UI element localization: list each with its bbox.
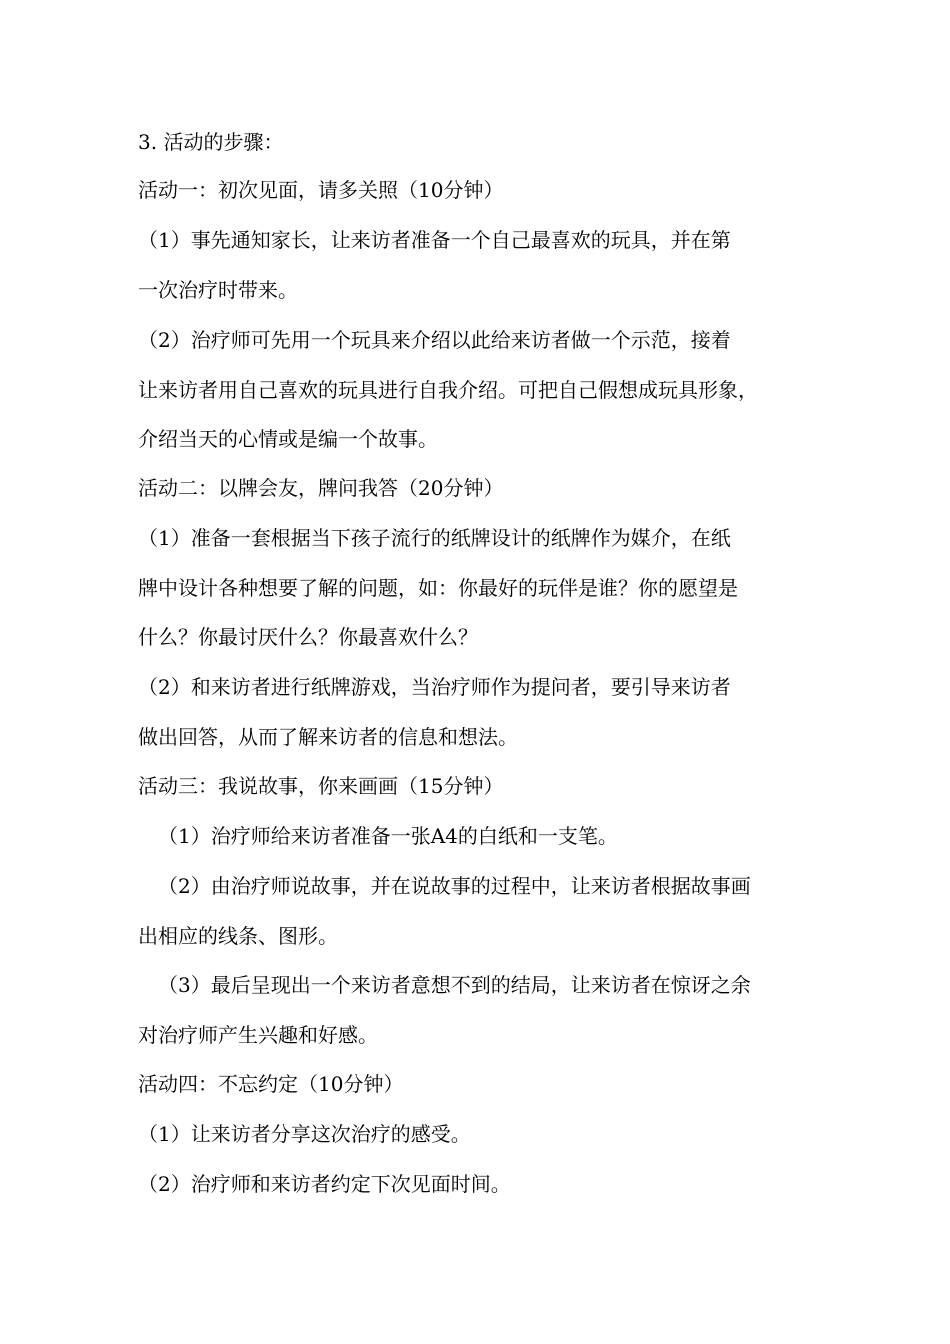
activity-2-step-2-line-1: （2）和来访者进行纸牌游戏，当治疗师作为提问者，要引导来访者: [138, 675, 731, 699]
activity-2-step-1-line-3: 什么？你最讨厌什么？你最喜欢什么？: [138, 625, 478, 649]
activity-3-title: 活动三：我说故事，你来画画（15分钟）: [138, 774, 504, 798]
activity-3-step-2-line-2: 出相应的线条、图形。: [138, 924, 338, 948]
activity-1-step-1-line-2: 一次治疗时带来。: [138, 278, 298, 302]
section-heading: 3. 活动的步骤：: [138, 130, 284, 154]
activity-4-step-2: （2）治疗师和来访者约定下次见面时间。: [138, 1172, 511, 1196]
activity-3-step-2-line-1: （2）由治疗师说故事，并在说故事的过程中，让来访者根据故事画: [158, 874, 751, 898]
activity-2-step-1-line-2: 牌中设计各种想要了解的问题，如：你最好的玩伴是谁？你的愿望是: [138, 576, 738, 600]
activity-1-step-2-line-2: 让来访者用自己喜欢的玩具进行自我介绍。可把自己假想成玩具形象，: [138, 378, 758, 402]
activity-2-step-2-line-2: 做出回答，从而了解来访者的信息和想法。: [138, 725, 518, 749]
activity-2-title: 活动二：以牌会友，牌问我答（20分钟）: [138, 476, 504, 500]
activity-4-step-1: （1）让来访者分享这次治疗的感受。: [138, 1122, 471, 1146]
activity-1-title: 活动一：初次见面，请多关照（10分钟）: [138, 178, 504, 202]
activity-2-step-1-line-1: （1）准备一套根据当下孩子流行的纸牌设计的纸牌作为媒介，在纸: [138, 526, 731, 550]
activity-4-title: 活动四：不忘约定（10分钟）: [138, 1072, 404, 1096]
activity-3-step-1: （1）治疗师给来访者准备一张A4的白纸和一支笔。: [158, 824, 618, 848]
activity-1-step-1-line-1: （1）事先通知家长，让来访者准备一个自己最喜欢的玩具，并在第: [138, 228, 731, 252]
activity-3-step-3-line-1: （3）最后呈现出一个来访者意想不到的结局，让来访者在惊讶之余: [158, 973, 751, 997]
activity-1-step-2-line-3: 介绍当天的心情或是编一个故事。: [138, 427, 438, 451]
activity-3-step-3-line-2: 对治疗师产生兴趣和好感。: [138, 1023, 378, 1047]
activity-1-step-2-line-1: （2）治疗师可先用一个玩具来介绍以此给来访者做一个示范，接着: [138, 328, 731, 352]
